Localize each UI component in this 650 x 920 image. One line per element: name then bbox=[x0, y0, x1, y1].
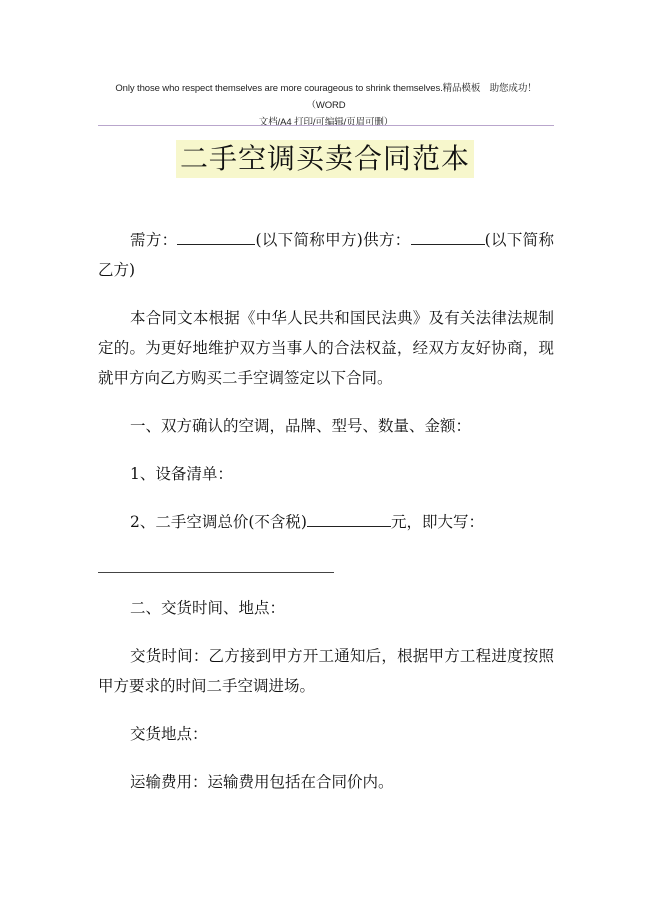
buyer-suffix: (以下简称甲方) bbox=[255, 231, 363, 249]
document-title: 二手空调买卖合同范本 bbox=[176, 140, 474, 178]
buyer-label: 需方： bbox=[130, 231, 178, 249]
document-body-continued bbox=[98, 593, 554, 815]
header-line-2: 文档/A4 打印/可编辑/页眉可删） bbox=[258, 117, 394, 128]
delivery-time-paragraph: 交货时间：乙方接到甲方开工通知后，根据甲方工程进度按照甲方要求的时间二手空调进场。 bbox=[98, 647, 554, 695]
amount-in-words-blank bbox=[98, 572, 334, 573]
section-1-heading: 一、双方确认的空调，品牌、型号、数量、金额： bbox=[130, 417, 472, 435]
document-body bbox=[98, 225, 554, 555]
transport-cost-paragraph: 运输费用：运输费用包括在合同价内。 bbox=[130, 773, 394, 791]
seller-label: 供方： bbox=[362, 231, 411, 249]
total-price-suffix: 元，即大写： bbox=[390, 513, 484, 531]
equipment-list-item: 1、设备清单： bbox=[130, 465, 233, 483]
section-2-heading: 二、交货时间、地点： bbox=[130, 599, 286, 617]
parties-paragraph bbox=[98, 225, 554, 285]
buyer-blank bbox=[177, 226, 255, 245]
total-price-item bbox=[98, 507, 554, 537]
intro-paragraph: 本合同文本根据《中华人民共和国民法典》及有关法律法规制定的。为更好地维护双方当事人的合法权益，经双方友好协商，现就甲方向乙方购买二手空调签定以下合同。 bbox=[98, 309, 554, 387]
total-price-blank bbox=[307, 508, 391, 527]
delivery-place-paragraph: 交货地点： bbox=[130, 725, 208, 743]
header-divider bbox=[98, 125, 554, 126]
total-price-prefix: 2、二手空调总价(不含税) bbox=[130, 513, 307, 531]
header-line-1: Only those who respect themselves are more courageous to shrink themselves.精品模板 助您成功！（WORD bbox=[115, 83, 537, 111]
title-container bbox=[0, 140, 650, 178]
seller-blank bbox=[411, 226, 485, 245]
seller-suffix: (以下简称乙方) bbox=[98, 231, 554, 279]
page-header bbox=[98, 80, 554, 131]
